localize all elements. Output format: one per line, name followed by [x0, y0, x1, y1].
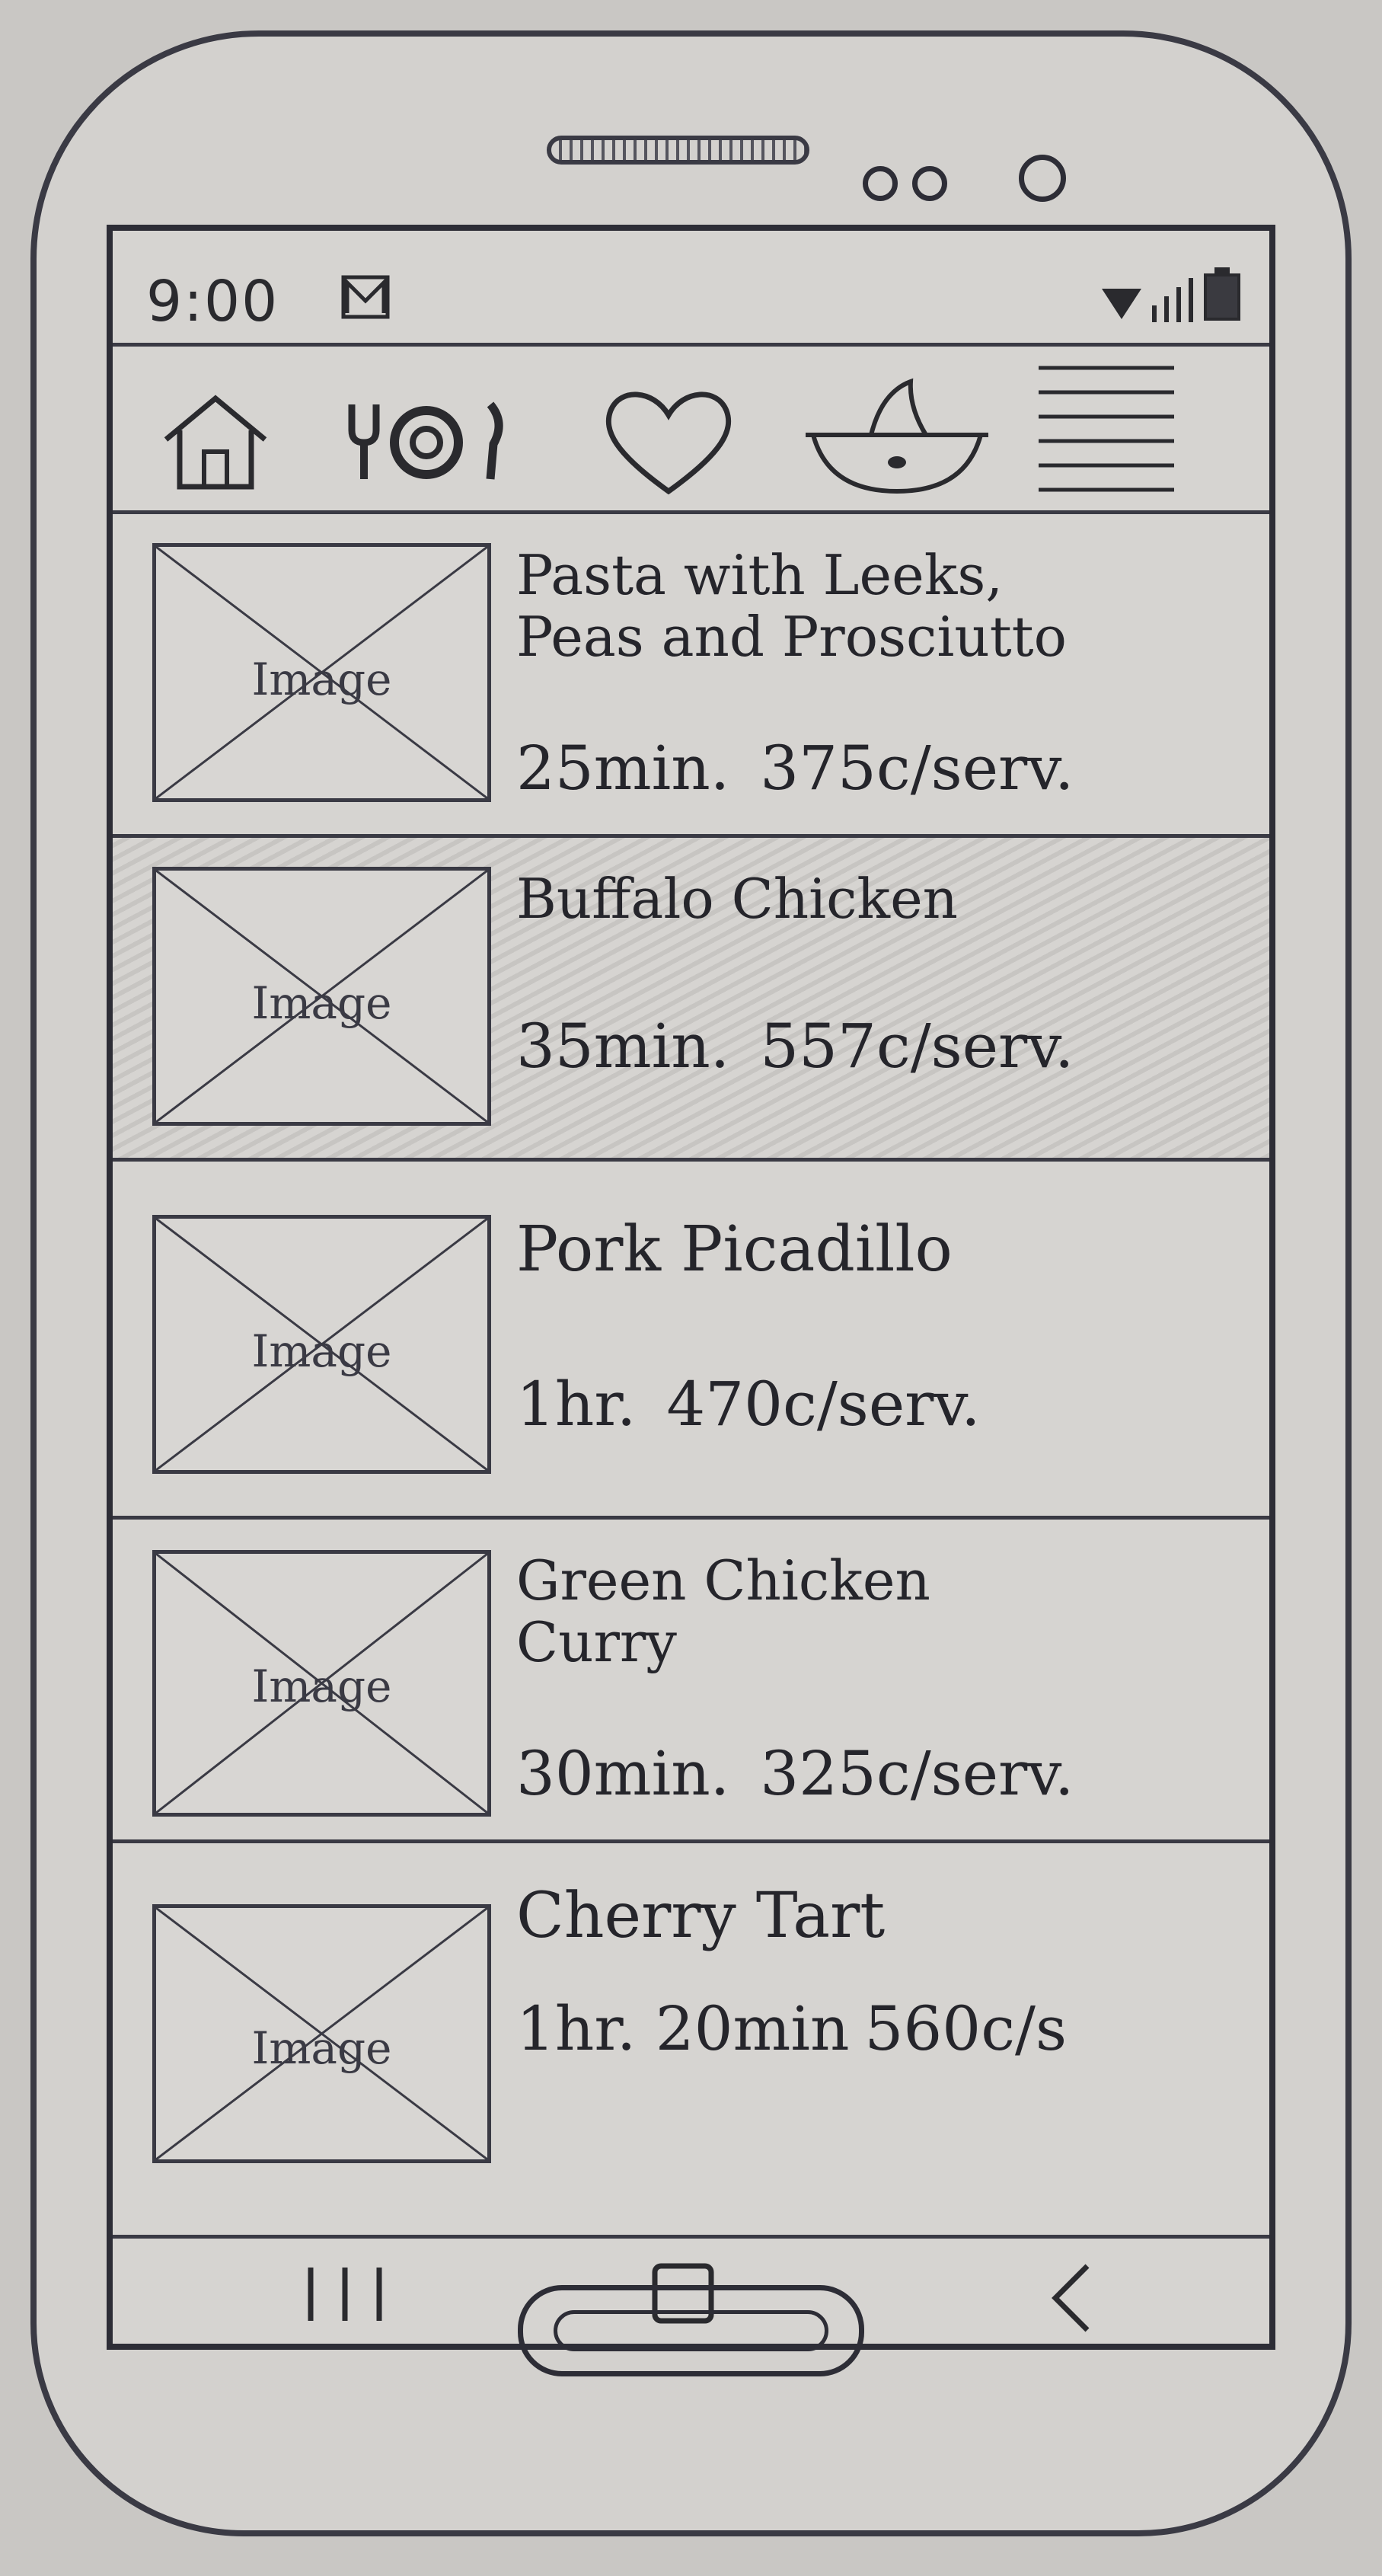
recipe-meta	[516, 733, 1269, 804]
battery-icon	[1202, 266, 1242, 322]
recipe-row[interactable]	[113, 1162, 1269, 1520]
gmail-icon	[341, 275, 390, 319]
recipe-image-placeholder	[152, 1904, 491, 2163]
recipe-meta	[516, 1369, 1269, 1440]
sensor-dot	[863, 166, 898, 201]
front-camera	[1019, 155, 1066, 202]
status-bar	[113, 231, 1269, 347]
recipe-row[interactable]	[113, 514, 1269, 838]
screen	[107, 225, 1275, 2350]
recipe-calories: 375c/serv.	[760, 733, 1074, 804]
recipe-title: Green Chicken Curry	[516, 1548, 930, 1674]
recipe-time: 35min.	[516, 1011, 730, 1082]
home-icon[interactable]	[158, 392, 273, 491]
image-label: Image	[251, 654, 392, 705]
image-label: Image	[251, 1660, 392, 1712]
image-label: Image	[251, 977, 392, 1029]
recipe-time: 25min.	[516, 733, 730, 804]
status-time: 9:00	[146, 269, 279, 334]
recipe-calories: 560c/s	[864, 1993, 1068, 2064]
recipe-title: Buffalo Chicken	[516, 867, 959, 931]
back-chevron-icon[interactable]	[1042, 2260, 1103, 2336]
recipe-image-placeholder	[152, 543, 491, 802]
utensils-plate-icon[interactable]	[341, 400, 516, 484]
recipe-row[interactable]	[113, 1520, 1269, 1843]
recipe-meta	[516, 1738, 1269, 1809]
recipe-time: 1hr.	[516, 1369, 637, 1440]
recipe-image-placeholder	[152, 1215, 491, 1474]
recipe-time: 1hr. 20min	[516, 1993, 850, 2064]
image-label: Image	[251, 2022, 392, 2074]
image-label: Image	[251, 1325, 392, 1377]
recipe-calories: 557c/serv.	[760, 1011, 1074, 1082]
recipe-image-placeholder	[152, 867, 491, 1126]
recipe-image-placeholder	[152, 1550, 491, 1817]
bowl-icon[interactable]	[798, 377, 996, 499]
signal-bars-icon	[1152, 278, 1193, 322]
recipe-meta	[516, 1011, 1269, 1082]
recipe-list	[113, 514, 1269, 2167]
recipe-time: 30min.	[516, 1738, 730, 1809]
speaker-grille	[547, 136, 809, 165]
wifi-icon	[1100, 286, 1143, 322]
heart-icon[interactable]	[600, 385, 737, 499]
recipe-row[interactable]	[113, 1843, 1269, 2167]
recents-icon[interactable]	[295, 2260, 394, 2328]
menu-icon[interactable]	[1034, 362, 1179, 499]
recipe-title: Pork Picadillo	[516, 1213, 953, 1286]
recipe-calories: 325c/serv.	[760, 1738, 1074, 1809]
sensor-dot	[912, 166, 947, 201]
recipe-title: Pasta with Leeks, Peas and Prosciutto	[516, 543, 1067, 669]
recipe-meta	[516, 1993, 1269, 2064]
app-bar	[113, 347, 1269, 514]
recipe-title: Cherry Tart	[516, 1880, 886, 1952]
physical-home-button[interactable]	[518, 2285, 864, 2376]
recipe-row-selected[interactable]	[113, 838, 1269, 1162]
recipe-calories: 470c/serv.	[666, 1369, 981, 1440]
